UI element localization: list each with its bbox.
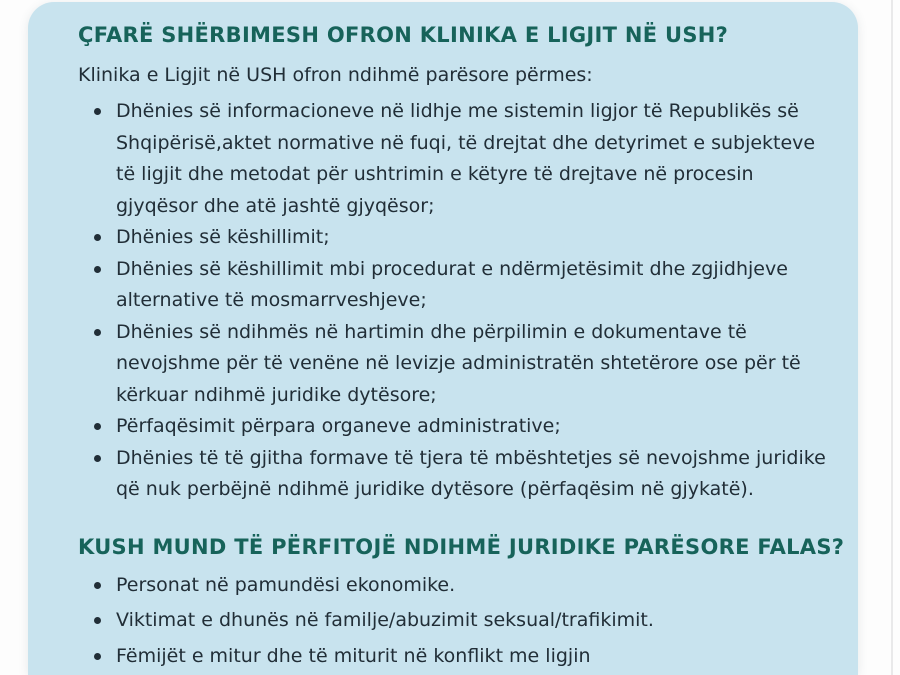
bullet-icon: [94, 234, 101, 241]
list-item: [78, 443, 838, 506]
page-edge-divider: [891, 0, 893, 675]
list-item-text: Dhënies të të gjitha formave të tjera të mbështetjes së nevojshme juridike që nuk perbëjnë ndihmë juridike dytësore (përfaqësim në gjykatë).: [116, 446, 826, 500]
list-item-text: Dhënies së ndihmës në hartimin dhe përpilimin e dokumentave të nevojshme për të venëne në levizje administratën shtetërore ose për të kërkuar ndihmë juridike dytësore;: [116, 320, 801, 406]
bullet-icon: [94, 582, 101, 589]
list-item: [78, 641, 838, 673]
bullet-icon: [94, 423, 101, 430]
list-item: [78, 317, 838, 412]
list-item-text: Dhënies së këshillimit;: [116, 226, 330, 248]
section2-list: [78, 570, 838, 673]
list-item-text: Dhënies së këshillimit mbi procedurat e ndërmjetësimit dhe zgjidhjeve alternative të mosmarrveshjeve;: [116, 257, 788, 311]
section2-heading: KUSH MUND TË PËRFITOJË NDIHMË JURIDIKE PARËSORE FALAS?: [78, 534, 845, 559]
list-item: [78, 605, 838, 637]
bullet-icon: [94, 266, 101, 273]
list-item-text: Viktimat e dhunës në familje/abuzimit seksual/trafikimit.: [116, 609, 654, 631]
list-item-text: Personat në pamundësi ekonomike.: [116, 573, 456, 596]
list-item: [78, 96, 838, 222]
list-item: [78, 411, 838, 443]
list-item: [78, 254, 838, 317]
bullet-icon: [94, 455, 101, 462]
section1-heading: ÇFARË SHËRBIMESH OFRON KLINIKA E LIGJIT NË USH?: [78, 23, 729, 47]
list-item-text: Fëmijët e mitur dhe të miturit në konflikt me ligjin: [116, 644, 591, 667]
list-item-text: Përfaqësimit përpara organeve administrative;: [116, 415, 561, 437]
list-item: [78, 222, 838, 254]
list-item-text: Dhënies së informacioneve në lidhje me sistemin ligjor të Republikës së Shqipërisë,aktet normative në fuqi, të drejtat dhe detyrimet e subjekteve të ligjit dhe metodat për ushtrimin e këtyre të drejtave në procesin gjyqësor dhe atë jashtë gjyqësor;: [116, 100, 816, 217]
section1-list: [78, 96, 838, 506]
bullet-icon: [94, 617, 101, 624]
section1-intro: Klinika e Ligjit në USH ofron ndihmë parësore përmes:: [78, 64, 593, 86]
bullet-icon: [94, 653, 101, 660]
content-card: [28, 2, 858, 675]
list-item: [78, 570, 838, 602]
bullet-icon: [94, 329, 101, 336]
bullet-icon: [94, 108, 101, 115]
